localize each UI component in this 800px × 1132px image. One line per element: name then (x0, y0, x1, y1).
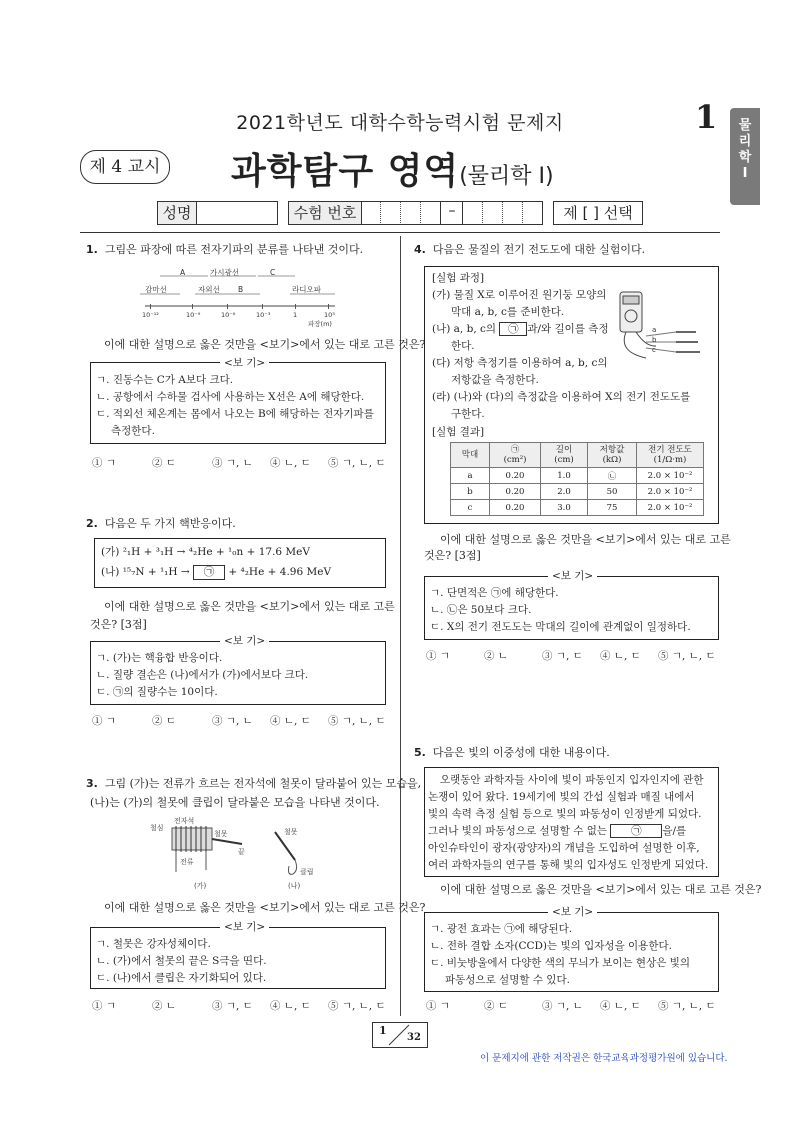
digit-divider (482, 202, 483, 223)
label-c: C (270, 268, 276, 277)
question-2-number: 2. (86, 517, 98, 530)
table-cell: ㉡ (588, 468, 637, 484)
axis-tick (295, 304, 296, 309)
question-5-stem (414, 743, 610, 763)
reaction-b-blank: ㉠ (193, 565, 225, 580)
question-4-bogi-title: <보 기> (548, 568, 597, 583)
subject-side-tab (730, 108, 760, 205)
choice-5[interactable]: ⑤ ㄱ, ㄴ, ㄷ (328, 457, 386, 469)
procedure-step: 막대 a, b, c를 준비한다. (451, 306, 565, 318)
choice-5[interactable]: ⑤ ㄱ, ㄴ, ㄷ (328, 715, 386, 727)
table-cell: 2.0 (541, 484, 588, 500)
passage-line: 아인슈타인이 광자(광양자)의 개념을 도입하여 설명한 이후, (428, 842, 700, 854)
question-2-stem (86, 514, 236, 534)
header-rod: 막대 (451, 443, 490, 468)
question-3-stem-line1 (86, 774, 421, 794)
choice-3[interactable]: ③ ㄱ, ㄴ (212, 715, 253, 727)
nail-b (275, 832, 295, 860)
table-cell: b (451, 484, 490, 500)
choice-4[interactable]: ④ ㄴ, ㄷ (600, 650, 641, 662)
label-clip: 클립 (300, 868, 314, 876)
question-3-bogi-title: <보 기> (220, 919, 269, 934)
digit-divider (440, 201, 441, 225)
question-5-bogi-item: ㄱ. 광전 효과는 ㉠에 해당된다. (430, 923, 573, 935)
axis-tick (150, 304, 151, 309)
passage-text: 그러나 빛의 파동성으로 설명할 수 없는 (428, 825, 607, 837)
procedure-step: (라) (나)와 (다)의 측정값을 이용하여 X의 전기 전도도를 (432, 391, 691, 403)
label-tip: 끝 (238, 848, 245, 856)
reaction-a (101, 544, 310, 561)
label-core: 철심 (150, 824, 164, 832)
label-nail: 철못 (214, 830, 228, 838)
procedure-step-text: (나) a, b, c의 (432, 323, 497, 335)
axis-tick (328, 304, 329, 309)
procedure-blank: ㉠ (499, 322, 527, 336)
digit-divider (400, 202, 401, 223)
procedure-step-text: 과/와 길이를 측정 (527, 323, 609, 335)
question-1-text: 그림은 파장에 따른 전자기파의 분류를 나타낸 것이다. (104, 243, 364, 256)
procedure-step: 한다. (451, 340, 475, 352)
exam-number-dash: – (448, 203, 456, 219)
reaction-b (101, 564, 331, 581)
table-cell: a (451, 468, 490, 484)
passage-line: 논쟁이 있어 왔다. 19세기에 빛의 간섭 실험과 매질 내에서 (428, 791, 695, 803)
question-4-bogi-item: ㄱ. 단면적은 ㉠에 해당한다. (430, 587, 559, 599)
digit-divider (522, 202, 523, 223)
resistance-meter-figure (612, 290, 712, 370)
digit-divider (502, 202, 503, 223)
question-1-bogi-item: ㄴ. 공항에서 수하물 검사에 사용하는 X선은 A에 해당한다. (96, 391, 365, 403)
choice-3[interactable]: ③ ㄱ, ㄷ (542, 650, 583, 662)
footer-page-indicator (372, 1022, 428, 1048)
tick-label: 10⁻⁹ (186, 311, 201, 319)
question-5-prompt: 이에 대한 설명으로 옳은 것만을 <보기>에서 있는 대로 고른 것은? (440, 883, 762, 896)
question-1-bogi-item: 측정한다. (111, 425, 155, 437)
choice-selection-field[interactable]: 제 [ ] 선택 (553, 201, 643, 225)
question-5-bogi-item: ㄷ. 비눗방울에서 다양한 색의 무늬가 보이는 현상은 빛의 (430, 957, 690, 969)
table-cell: 2.0 × 10⁻² (637, 468, 704, 484)
question-3-number: 3. (86, 777, 98, 790)
question-4-bogi-item: ㄷ. X의 전기 전도도는 막대의 길이에 관계없이 일정하다. (430, 621, 691, 633)
question-2-prompt-line2: 것은? [3점] (90, 618, 147, 631)
question-3-bogi-item: ㄱ. 철못은 강자성체이다. (96, 938, 211, 950)
reaction-a-label: (가) (101, 546, 120, 558)
name-field[interactable] (196, 201, 278, 225)
choice-4[interactable]: ④ ㄴ, ㄷ (270, 457, 311, 469)
digit-divider (380, 202, 381, 223)
procedure-step: 저항값을 측정한다. (451, 374, 539, 386)
question-4-bogi-item: ㄴ. ㉡은 50보다 크다. (430, 604, 532, 616)
header-resistance: 저항값 (kΩ) (588, 443, 637, 468)
footer-page-current: 1 (379, 1024, 387, 1037)
question-4-prompt-line2: 것은? [3점] (424, 549, 481, 562)
rod-label-b: b (652, 336, 657, 344)
question-3-bogi-item: ㄷ. (나)에서 클립은 자기화되어 있다. (96, 972, 267, 984)
choice-2[interactable]: ② ㄴ (152, 1000, 176, 1012)
em-spectrum-diagram (140, 266, 350, 330)
rod-ends (676, 332, 700, 352)
choice-5[interactable]: ⑤ ㄱ, ㄴ, ㄷ (658, 650, 716, 662)
side-tab-char: 물 (738, 118, 752, 133)
question-2-bogi-item: ㄷ. ㉠의 질량수는 10이다. (96, 686, 218, 698)
choice-4[interactable]: ④ ㄴ, ㄷ (270, 1000, 311, 1012)
procedure-step: (다) 저항 측정기를 이용하여 a, b, c의 (432, 357, 608, 369)
label-gamma: 감마선 (145, 285, 167, 294)
procedure-title: [실험 과정] (432, 272, 485, 284)
choice-5[interactable]: ⑤ ㄱ, ㄴ, ㄷ (658, 1000, 716, 1012)
tick-label: 10⁻⁶ (221, 311, 236, 319)
rod-label-a: a (652, 326, 657, 334)
label-visible: 가시광선 (210, 268, 239, 277)
table-row (451, 468, 704, 484)
reaction-b-right: + ⁴₂He + 4.96 MeV (228, 566, 332, 578)
caption-b: (나) (288, 882, 301, 890)
digit-divider (462, 201, 463, 225)
meter-display (623, 296, 639, 304)
caption-a: (가) (194, 882, 207, 890)
choice-5[interactable]: ⑤ ㄱ, ㄴ, ㄷ (328, 1000, 386, 1012)
choice-3[interactable]: ③ ㄱ, ㄴ (542, 1000, 583, 1012)
question-2-bogi-title: <보 기> (220, 633, 269, 648)
question-4-prompt-line1: 이에 대한 설명으로 옳은 것만을 <보기>에서 있는 대로 고른 (440, 533, 731, 546)
question-2-bogi-item: ㄴ. 질량 결손은 (나)에서가 (가)에서보다 크다. (96, 669, 309, 681)
question-1-stem (86, 240, 363, 260)
passage-line: 빛의 속력 측정 실험 등으로 빛의 파동성이 인정받게 되었다. (428, 808, 702, 820)
exam-number-label: 수험 번호 (288, 201, 362, 225)
digit-divider (420, 202, 421, 223)
choice-2[interactable]: ② ㄴ (484, 650, 508, 662)
choice-1[interactable]: ① ㄱ (92, 715, 116, 727)
result-table (450, 442, 704, 516)
axis-tick (192, 304, 193, 309)
axis-tick (227, 304, 228, 309)
nail-a (212, 839, 242, 844)
choice-1[interactable]: ① ㄱ (92, 457, 116, 469)
choice-1[interactable]: ① ㄱ (92, 1000, 116, 1012)
question-3-prompt: 이에 대한 설명으로 옳은 것만을 <보기>에서 있는 대로 고른 것은? (104, 901, 426, 914)
table-cell: 2.0 × 10⁻² (637, 484, 704, 500)
subject-sub: (물리학 Ⅰ) (459, 164, 554, 189)
table-cell: 3.0 (541, 500, 588, 516)
footer-page-total: 32 (407, 1032, 421, 1043)
procedure-step: (가) 물질 X로 이루어진 원기둥 모양의 (432, 289, 607, 301)
question-3-text: 그림 (가)는 전류가 흐르는 전자석에 철못이 달라붙어 있는 모습을, (104, 777, 422, 790)
tick-label: 10³ (324, 311, 335, 319)
rod-label-c: c (652, 346, 656, 354)
axis-label: 파장(m) (308, 320, 332, 328)
table-cell: c (451, 500, 490, 516)
question-5-bogi-item: ㄴ. 전하 결합 소자(CCD)는 빛의 입자성을 이용한다. (430, 940, 672, 952)
table-cell: 0.20 (490, 484, 541, 500)
side-tab-char: 리 (738, 134, 752, 149)
question-3-bogi-item: ㄴ. (가)에서 철못의 끝은 S극을 띤다. (96, 955, 267, 967)
question-1-bogi-item: ㄷ. 적외선 체온계는 몸에서 나오는 B에 해당하는 전자기파를 (96, 408, 374, 420)
table-cell: 1.0 (541, 468, 588, 484)
label-current: 전류 (180, 858, 194, 866)
question-1-prompt: 이에 대한 설명으로 옳은 것만을 <보기>에서 있는 대로 고른 것은? (104, 338, 426, 351)
subject-title (231, 143, 554, 194)
question-5-number: 5. (414, 746, 426, 759)
label-radio: 라디오파 (292, 285, 321, 294)
label-uv: 자외선 (198, 285, 220, 294)
tick-label: 10⁻³ (256, 311, 271, 319)
reaction-b-label: (나) (101, 566, 120, 578)
choice-2[interactable]: ② ㄷ (152, 457, 176, 469)
coil-windings (176, 826, 206, 852)
side-tab-char: 학 (738, 150, 752, 165)
reaction-b-left: ¹⁵₇N + ¹₁H → (122, 566, 190, 578)
passage-line (428, 823, 686, 840)
axis-tick (262, 304, 263, 309)
question-5-bogi-title: <보 기> (548, 904, 597, 919)
question-2-text: 다음은 두 가지 핵반응이다. (104, 517, 236, 530)
question-4-text: 다음은 물질의 전기 전도도에 대한 실험이다. (432, 243, 646, 256)
question-5-bogi-item: 파동성으로 설명할 수 있다. (445, 974, 570, 986)
header-length: 길이 (cm) (541, 443, 588, 468)
procedure-step: 구한다. (451, 408, 485, 420)
procedure-step (432, 321, 609, 338)
question-1-bogi-title: <보 기> (220, 355, 269, 370)
side-tab-char: Ⅰ (742, 166, 748, 181)
result-title: [실험 결과] (432, 426, 485, 438)
question-2-prompt-line1: 이에 대한 설명으로 옳은 것만을 <보기>에서 있는 대로 고른 (104, 600, 395, 613)
tick-label: 10⁻¹² (142, 311, 159, 319)
passage-blank: ㉠ (610, 824, 662, 838)
question-1-bogi-item: ㄱ. 진동수는 C가 A보다 크다. (96, 374, 234, 386)
choice-1[interactable]: ① ㄱ (426, 1000, 450, 1012)
choice-2[interactable]: ② ㄷ (152, 715, 176, 727)
label-electromagnet: 전자석 (174, 817, 195, 825)
question-1-number: 1. (86, 243, 98, 256)
copyright-notice: 이 문제지에 관한 저작권은 한국교육과정평가원에 있습니다. (480, 1053, 728, 1064)
label-b: B (238, 285, 244, 294)
question-5-text: 다음은 빛의 이중성에 대한 내용이다. (432, 746, 610, 759)
label-a: A (180, 268, 186, 277)
paper-clip (289, 860, 297, 874)
table-cell: 2.0 × 10⁻² (637, 500, 704, 516)
period-badge: 제 4 교시 (80, 150, 170, 184)
question-3-stem-line2: (나)는 (가)의 철못에 클립이 달라붙은 모습을 나타낸 것이다. (90, 796, 380, 809)
table-row (451, 484, 704, 500)
table-cell: 0.20 (490, 468, 541, 484)
reaction-a-equation: ²₁H + ³₁H → ⁴₂He + ¹₀n + 17.6 MeV (122, 546, 310, 558)
choice-3[interactable]: ③ ㄱ, ㄷ (212, 1000, 253, 1012)
exam-title: 2021학년도 대학수학능력시험 문제지 (236, 112, 564, 134)
header-conductivity: 전기 전도도 (1/Ω·m) (637, 443, 704, 468)
table-cell: 0.20 (490, 500, 541, 516)
subject-main: 과학탐구 영역 (231, 151, 460, 192)
passage-line: 여러 과학자들의 연구를 통해 빛의 입자성도 인정받게 되었다. (428, 859, 709, 871)
choice-4[interactable]: ④ ㄴ, ㄷ (600, 1000, 641, 1012)
choice-3[interactable]: ③ ㄱ, ㄴ (212, 457, 253, 469)
choice-4[interactable]: ④ ㄴ, ㄷ (270, 715, 311, 727)
question-2-bogi-item: ㄱ. (가)는 핵융합 반응이다. (96, 652, 223, 664)
sample-rods (646, 332, 676, 352)
passage-text: 을/를 (662, 825, 687, 837)
choice-2[interactable]: ② ㄷ (484, 1000, 508, 1012)
table-cell: 75 (588, 500, 637, 516)
electromagnet-figure (150, 814, 330, 892)
table-row (451, 500, 704, 516)
passage-line: 오랫동안 과학자들 사이에 빛이 파동인지 입자인지에 관한 (440, 774, 704, 786)
page-number: 1 (695, 98, 718, 136)
header-area: ㉠ (cm²) (490, 443, 541, 468)
table-cell: 50 (588, 484, 637, 500)
question-4-stem (414, 240, 645, 260)
header-divider (80, 232, 720, 233)
question-4-number: 4. (414, 243, 426, 256)
label-nail-2: 철못 (284, 828, 298, 836)
name-label: 성명 (157, 201, 197, 225)
choice-1[interactable]: ① ㄱ (426, 650, 450, 662)
tick-label: 1 (293, 311, 298, 319)
